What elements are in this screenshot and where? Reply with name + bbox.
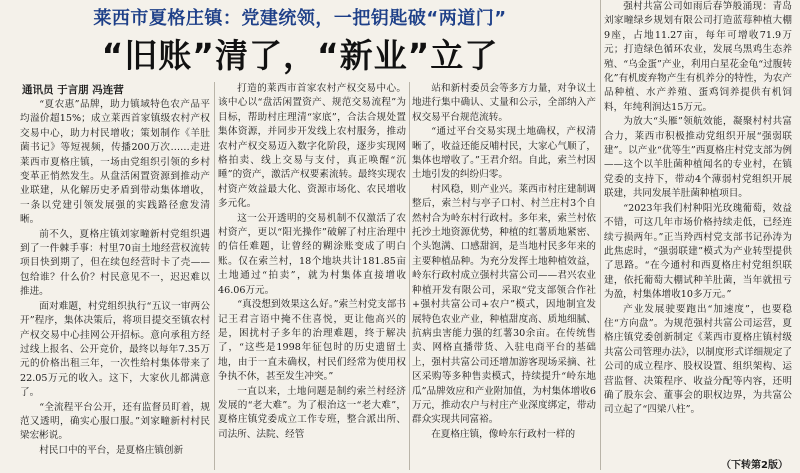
column-divider bbox=[214, 82, 215, 470]
paragraph: “2023年我们村种阳光玫瑰葡萄，效益不错，可这几年市场价格持续走低，已经连续亏损两年。”正当羚西村党支部书记孙涛为此焦虑时，“强弱联建”模式为产业转型提供了思路。“在今通村和西夏格庄村党组织联建，依托葡萄大棚试种羊肚菌，当年就扭亏为盈，村集体增收10多万元。” bbox=[604, 202, 792, 301]
article-column-3 bbox=[412, 82, 596, 470]
column-divider bbox=[600, 0, 601, 470]
paragraph: 一直以来，土地问题是制约索兰村经济发展的“老大难”。为了根治这一“老大难”，夏格庄镇党委成立工作专班，整合派出所、司法所、法院、经管 bbox=[218, 385, 406, 440]
article-subtitle: 莱西市夏格庄镇：党建统领，一把钥匙破“两道门” bbox=[93, 8, 507, 29]
paragraph: 打造的莱西市首家农村产权交易中心。该中心以“盘活闲置资产、规范交易流程”为目标，帮助村庄理清“家底”，合法合规处置集体资源，并同步开发线上农村服务，推动农村产权交易迈入数字化阶段，逐步实现网格拍卖、线上交易与支付，真正唤醒“沉睡”的资产，激活产权要素流转。最终实现农村资产效益最大化、资源市场化、农民增收多元化。 bbox=[218, 83, 406, 210]
paragraph: 强村共富公司如雨后春笋般涌现：青岛刘家疃绿乡规划有限公司打造蓝莓种植大棚9座，占地11.27亩，每年可增收71.9万元；打造绿色循环农业，发展乌黑鸡生态养殖、“乌金蛋”产业，利用白星花金龟“过腹转化”有机废弃物产生有机养分的特性，为农产品种植、水产养殖、蛋鸡饲养提供有机饲料，年纯利润达15万元。 bbox=[604, 1, 792, 113]
paragraph: 为放大“头雁”领航效能，凝聚村村共富合力，莱西市积极推动党组织开展“强弱联建”。以产业“优等生”西夏格庄村党支部为例——这个以羊肚菌种植闻名的专业村，在镇党委的支持下，带动4个薄弱村党组织开展联建，共同发展羊肚菌种植项目。 bbox=[604, 116, 792, 200]
paragraph: 面对难题，村党组织执行“五议一审两公开”程序，集体决策后，将项目提交至镇农村产权交易中心挂网公开招标。意向承租方经过线上报名、公开竞价，最终以每年7.35万元的价格出租三年，一次性给村集体带来了22.05万元的收入。这下，大家伙儿都满意了。 bbox=[20, 300, 210, 399]
byline bbox=[22, 83, 212, 97]
paragraph: 产业发展驶要跑出“加速度”，也要稳住“方向盘”。为规范强村共富公司运营，夏格庄镇党委创新制定《莱西市夏格庄镇村级共富公司管理办法》，以制度形式详细规定了公司的成立程序、股权设置、组织架构、运营监督、决策程序、收益分配等内容，还明确了股东会、董事会的职权边界，为共富公司立起了“四梁八柱”。 bbox=[604, 303, 792, 416]
article-column-4 bbox=[604, 0, 792, 470]
paragraph: “真没想到效果这么好。”索兰村党支部书记王君言语中掩不住喜悦，更让他高兴的是，困扰村子多年的治理难题，终于解决了，“这些是1998年征包时的历史遗留土地，由于一直未确权，村民们经常为使用权争执不休，甚至发生冲突。” bbox=[218, 299, 406, 383]
paragraph: 村风稳，则产业兴。莱西市村庄建制调整后，索兰村与亭子口村、村兰庄村3个自然村合为岭东村行政村。多年来，索兰村依托沙土地资源优势，种植的红薯质地紧密、个头饱满、口感甜润，是当地村民多年来的主要种植品种。为充分发挥土地种植效益，岭东行政村成立强村共富公司——君兴农业种植开发有限公司，采取“党支部领合作社+强村共富公司+农户”模式，因地制宜发展特色农业产业，种植甜度高、质地细腻、抗病虫害能力强的红薯30余亩。在传统售卖、网格直播带货、入驻电商平台的基础上，强村共富公司还增加游客现场采摘、社区采购等多种售卖模式，持续提升“岭东地瓜”品牌效应和产业附加值，为村集体增收6万元，推动农户与村庄产业深度绑定，带动群众实现共同富裕。 bbox=[412, 183, 596, 426]
paragraph: “通过平台交易实现土地确权，产权清晰了，收益还能反哺村民，大家心气顺了，集体也增收了。”王君介绍。自此，索兰村因土地引发的纠纷归零。 bbox=[412, 126, 596, 181]
article-column-2 bbox=[218, 82, 406, 470]
paragraph: 站和新村委员会等多方力量，对争议土地进行集中确认、丈量和公示，全部纳入产权交易平台规范流转。 bbox=[412, 83, 596, 123]
paragraph: “夏农惠”品牌，助力镇域特色农产品平均溢价超15%；成立莱西首家镇级农村产权交易中心，助力村民增收；策划制作《羊肚菌书记》等短视频，传播200万次……走进莱西市夏格庄镇，一场由党组织引领的乡村变革正悄然发生。从盘活闲置资源到推动产业联建，从化解历史矛盾到带动集体增收，一条以党建引领发展强的实践路径愈发清晰。 bbox=[20, 99, 210, 226]
paragraph: 前不久，夏格庄镇刘家疃新村党组织遇到了一件棘手事：村里70亩土地经营权流转项目快到期了，但在续包经营时卡了壳——包给谁？什么价？村民意见不一，迟迟难以推进。 bbox=[20, 228, 210, 298]
paragraph: 这一公开透明的交易机制不仅激活了农村资产，更以“阳光操作”破解了村庄治理中的信任难题，让曾经的糊涂账变成了明白账。仅在索兰村，18个地块共计181.85亩土地通过“拍卖”，就为村集体直接增收46.06万元。 bbox=[218, 212, 406, 296]
paragraph: “全流程平台公开，还有监督员盯着，规范又透明，确实心服口服。”刘家疃新村村民梁宏彬说。 bbox=[20, 401, 210, 442]
byline-prefix: 通讯员 bbox=[22, 84, 54, 96]
article-column-1 bbox=[20, 98, 210, 470]
article-title: “旧账”清了，“新业”立了 bbox=[101, 36, 499, 75]
paragraph: 村民口中的平台，是夏格庄镇创新 bbox=[39, 444, 184, 456]
column-divider bbox=[409, 82, 410, 470]
byline-names: 于言朋 冯连营 bbox=[57, 84, 124, 96]
paragraph: 在夏格庄镇，像岭东行政村一样的 bbox=[431, 428, 576, 440]
continued-on-page-note: （下转第2版） bbox=[721, 456, 788, 471]
